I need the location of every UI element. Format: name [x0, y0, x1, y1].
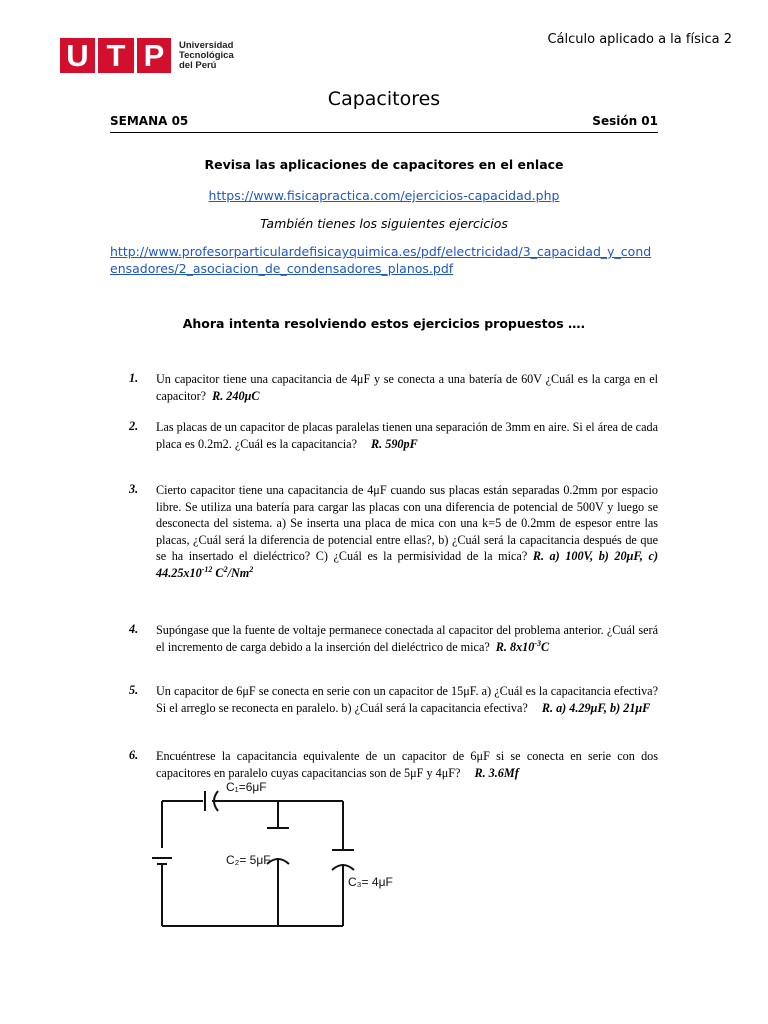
profesor-particular-link[interactable]: http://www.profesorparticulardefisicayquimica.es/pdf/electricidad/3_capacidad_y_condensadores/2_asociacion_de_condensadores_planos.pdf: [110, 244, 652, 276]
exercise-1-text: Un capacitor tiene una capacitancia de 4μF y se conecta a una batería de 60V ¿Cuál es la carga en el capacitor?: [156, 372, 658, 403]
exercise-3-answer-main: R. a) 100V, b) 20μF, c) 44.25x10: [156, 549, 659, 580]
header-divider: [110, 132, 658, 133]
week-label: SEMANA 05: [110, 114, 189, 128]
exercise-3-answer-unit: C: [212, 565, 224, 580]
logo-line-1: Universidad: [179, 40, 234, 51]
c3-label: C₃= 4μF: [348, 875, 393, 889]
also-text: También tienes los siguientes ejercicios: [260, 216, 508, 231]
exercise-4-answer-unit: C: [541, 639, 550, 654]
logo-letter-u: U: [60, 38, 95, 73]
exercise-3-text: Cierto capacitor tiene una capacitancia de 4μF cuando sus placas están separadas 0.2mm por espacio libre. Se utiliza una batería para cargar las placas con una diferencia de potencial de 500V y luego se desconecta del sistema. a) Se inserta una placa de mica con una k=5 de 0.2mm de espesor entre las placas, ¿Cuál será la diferencia de potencial entre ellas?, b) ¿Cuál será la capacitancia después de que se ha insertado el dieléctrico? C) ¿Cuál es la permisividad de la mica?: [156, 483, 658, 563]
exercise-3-answer-unit-end: /Nm: [227, 565, 250, 580]
exercise-4-text: Supóngase que la fuente de voltaje permanece conectada al capacitor del problema anterior. ¿Cuál será el incremento de carga debido a la inserción del dieléctrico de mica?: [156, 623, 658, 654]
exercise-3: [156, 482, 658, 581]
logo-university-name: [179, 41, 234, 71]
exercise-4-answer-exp: -3: [534, 638, 542, 648]
exercise-3-answer-unit-end-exp: 2: [249, 564, 254, 574]
exercise-4-answer-main: R. 8x10: [495, 639, 535, 654]
exercise-6-text: Encuéntrese la capacitancia equivalente de un capacitor de 6μF si se conecta en serie con dos capacitores en paralelo cuyas capacitancias son de 5μF y 4μF?: [156, 749, 658, 780]
exercise-1: [156, 371, 658, 404]
page-title: Capacitores: [327, 88, 441, 110]
logo-line-2: Tecnológica: [179, 50, 234, 61]
c2-label: C₂= 5μF: [226, 853, 271, 867]
try-heading: Ahora intenta resolviendo estos ejercicios propuestos ….: [182, 316, 586, 331]
exercise-1-answer: R. 240μC: [212, 388, 260, 403]
review-heading: Revisa las aplicaciones de capacitores en el enlace: [204, 157, 564, 172]
capacitor-circuit-diagram: [150, 778, 400, 933]
link-1-wrapper: [0, 188, 768, 203]
c1-label: C₁=6μF: [226, 780, 267, 794]
exercise-5-text: Un capacitor de 6μF se conecta en serie con un capacitor de 15μF. a) ¿Cuál es la capacitancia efectiva? Si el arreglo se reconecta en paralelo. b) ¿Cuál será la capacitancia efectiva?: [156, 684, 658, 715]
exercise-6-number: 6.: [129, 748, 139, 762]
exercise-2-number: 2.: [129, 419, 139, 433]
logo-letter-p: P: [137, 38, 171, 73]
exercise-4-answer: [496, 640, 549, 654]
exercise-3-answer-exp: -12: [201, 564, 213, 574]
course-name: Cálculo aplicado a la física 2: [547, 32, 732, 47]
exercise-2: [156, 419, 658, 452]
exercise-5: [156, 683, 658, 716]
exercise-6-answer: R. 3.6Mf: [474, 765, 519, 780]
session-label: Sesión 01: [592, 114, 658, 128]
exercise-5-answer: R. a) 4.29μF, b) 21μF: [541, 700, 651, 715]
logo-letter-t: T: [98, 38, 134, 73]
exercise-4: [156, 622, 658, 655]
link-2-wrapper: [110, 243, 655, 277]
exercise-2-text: Las placas de un capacitor de placas paralelas tienen una separación de 3mm en aire. Si el área de cada placa es 0.2m2. ¿Cuál es la capacitancia?: [156, 420, 658, 451]
exercise-4-number: 4.: [129, 622, 139, 636]
fisicapractica-link[interactable]: https://www.fisicapractica.com/ejercicios-capacidad.php: [208, 188, 560, 203]
exercise-6: [156, 748, 658, 781]
exercise-1-number: 1.: [129, 371, 139, 385]
exercise-2-answer: R. 590pF: [371, 436, 418, 451]
logo-line-3: del Perú: [179, 60, 217, 71]
exercise-5-number: 5.: [129, 683, 139, 697]
exercise-3-number: 3.: [129, 482, 139, 496]
exercise-3-answer-unit-exp: 2: [223, 564, 228, 574]
